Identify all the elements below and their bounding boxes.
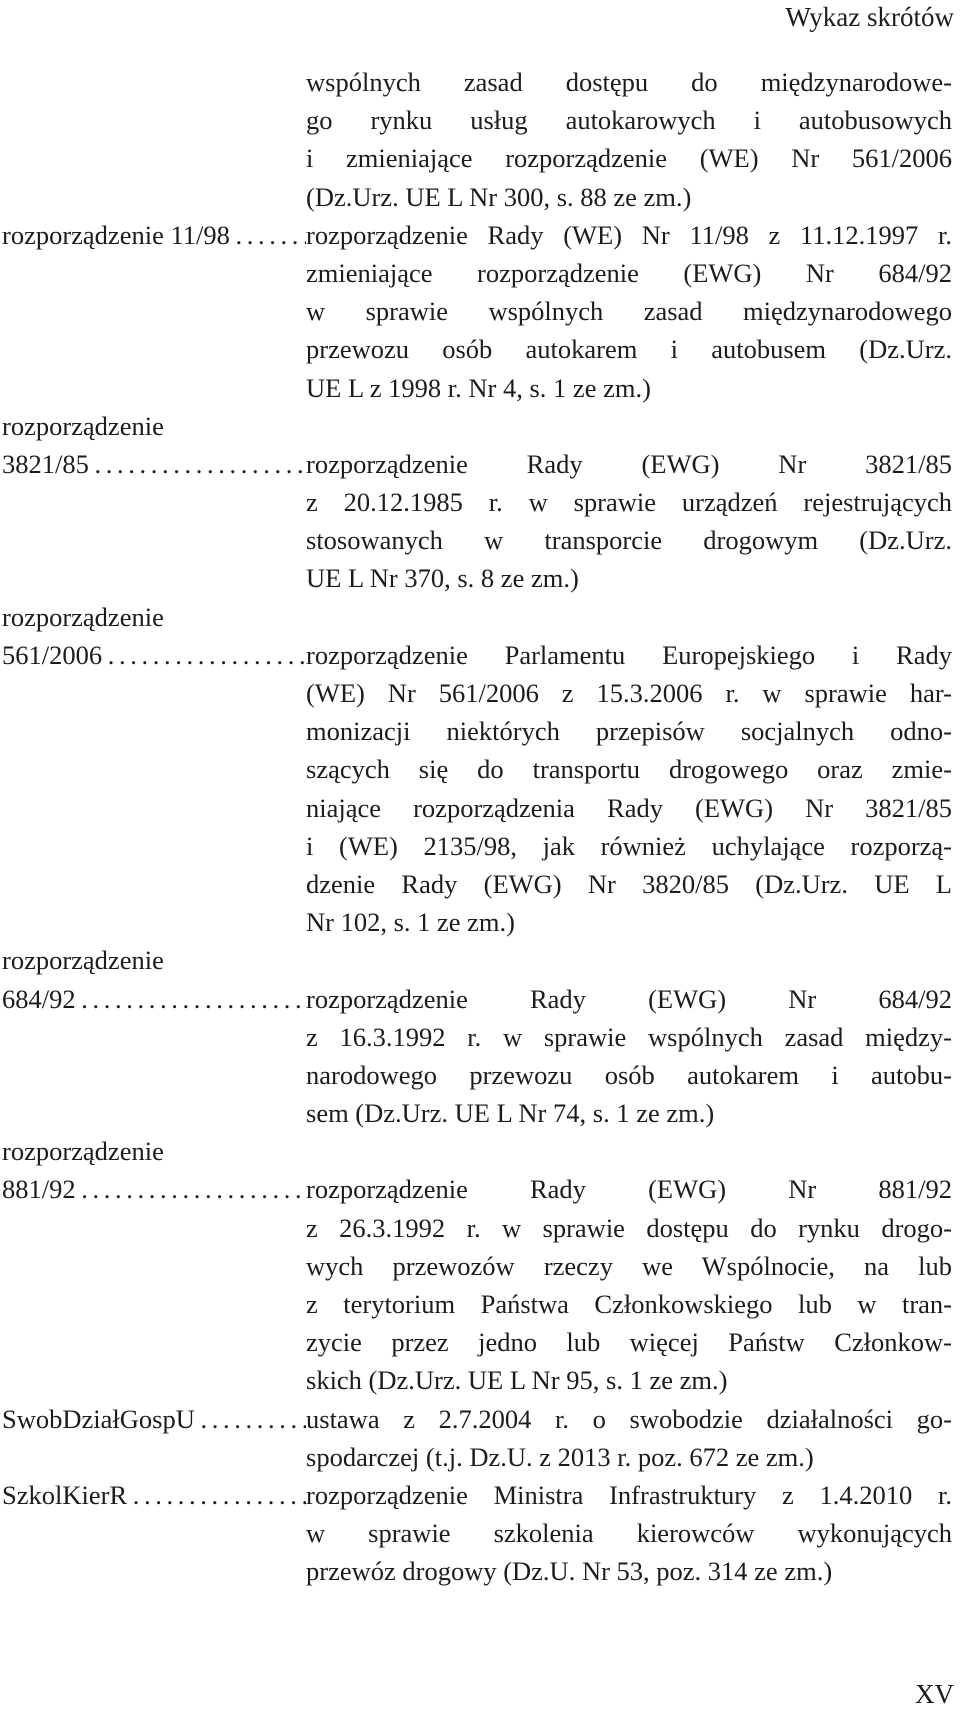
abbreviation-term xyxy=(0,1476,306,1591)
definition-line: spodarczej (t.j. Dz.U. z 2013 r. poz. 672 ze zm.) xyxy=(306,1441,814,1472)
term-line: rozporządzenie 11/98 . . . xyxy=(2,216,306,254)
term-line: 3821/85 . . . xyxy=(2,445,306,483)
abbreviation-term xyxy=(0,941,306,1132)
term-line: rozporządzenie xyxy=(2,601,164,632)
definition-line: i zmieniające rozporządzenie (WE) Nr 561/2006 xyxy=(306,143,952,174)
abbreviation-definition xyxy=(306,1476,960,1591)
term-line: rozporządzenie xyxy=(2,1136,164,1167)
definition-line: rozporządzenie Rady (EWG) Nr 3821/85 xyxy=(306,448,952,479)
definition-line: przewóz drogowy (Dz.U. Nr 53, poz. 314 ze zm.) xyxy=(306,1556,833,1587)
definition-line: rozporządzenie Ministra Infrastruktury z 1.4.2010 r. xyxy=(306,1479,952,1510)
definition-line: z 16.3.1992 r. w sprawie wspólnych zasad między- xyxy=(306,1021,952,1052)
definition-line: stosowanych w transporcie drogowym (Dz.Urz. xyxy=(306,525,952,556)
abbreviation-entry xyxy=(0,407,960,598)
definition-line: (WE) Nr 561/2006 z 15.3.2006 r. w sprawie har- xyxy=(306,678,952,708)
abbreviation-term xyxy=(0,1400,306,1476)
term-line: rozporządzenie xyxy=(2,410,164,441)
definition-line: w sprawie szkolenia kierowców wykonujących xyxy=(306,1518,952,1549)
definition-line: Nr 102, s. 1 ze zm.) xyxy=(306,907,515,938)
definition-line: zmieniające rozporządzenie (EWG) Nr 684/92 xyxy=(306,257,952,288)
abbreviation-entry xyxy=(0,941,960,1132)
definition-line: sem (Dz.Urz. UE L Nr 74, s. 1 ze zm.) xyxy=(306,1098,715,1129)
definition-line: dzenie Rady (EWG) Nr 3820/85 (Dz.Urz. UE L xyxy=(306,868,952,899)
term-line: SzkolKierR . . . xyxy=(2,1476,306,1514)
term-line: 561/2006 . . . xyxy=(2,636,306,674)
term-line: 684/92 . . . xyxy=(2,980,306,1018)
abbreviation-entry xyxy=(0,216,960,407)
definition-line: rozporządzenie Rady (EWG) Nr 684/92 xyxy=(306,983,952,1014)
running-header: Wykaz skrótów xyxy=(785,2,954,32)
definition-line: zycie przez jedno lub więcej Państw Członkow- xyxy=(306,1327,952,1358)
term-line: rozporządzenie xyxy=(2,945,164,976)
abbreviation-entry xyxy=(0,1476,960,1591)
definition-line: monizacji niektórych przepisów socjalnych odno- xyxy=(306,716,952,747)
definition-line: rozporządzenie Rady (EWG) Nr 881/92 xyxy=(306,1174,952,1205)
definition-line: skich (Dz.Urz. UE L Nr 95, s. 1 ze zm.) xyxy=(306,1365,728,1396)
page-number: XV xyxy=(915,1679,954,1709)
definition-line: UE L z 1998 r. Nr 4, s. 1 ze zm.) xyxy=(306,372,651,403)
abbreviation-term xyxy=(0,407,306,598)
abbreviation-definition xyxy=(306,216,960,407)
definition-line: wych przewozów rzeczy we Wspólnocie, na lub xyxy=(306,1250,952,1281)
definition-line: z 26.3.1992 r. w sprawie dostępu do rynku drogo- xyxy=(306,1212,952,1243)
definition-line: narodowego przewozu osób autokarem i autobu- xyxy=(306,1059,952,1090)
abbreviation-entry xyxy=(0,1132,960,1399)
definition-line: w sprawie wspólnych zasad międzynarodowego xyxy=(306,296,952,327)
abbreviation-entry xyxy=(0,1400,960,1476)
abbreviation-list xyxy=(0,63,960,1591)
definition-line: go rynku usług autokarowych i autobusowych xyxy=(306,105,952,136)
definition-line: rozporządzenie Rady (WE) Nr 11/98 z 11.12.1997 r. xyxy=(306,219,952,250)
definition-line: ustawa z 2.7.2004 r. o swobodzie działalności go- xyxy=(306,1403,952,1434)
definition-line: wspólnych zasad dostępu do międzynarodowe- xyxy=(306,67,952,97)
definition-line: niające rozporządzenia Rady (EWG) Nr 3821/85 xyxy=(306,792,952,823)
abbreviation-definition xyxy=(306,941,960,1132)
definition-line: szących się do transportu drogowego oraz zmie- xyxy=(306,754,952,785)
abbreviation-definition xyxy=(306,1132,960,1399)
abbreviation-definition xyxy=(306,407,960,598)
definition-line: przewozu osób autokarem i autobusem (Dz.Urz. xyxy=(306,334,952,365)
abbreviation-term xyxy=(0,216,306,407)
definition-line: i (WE) 2135/98, jak również uchylające rozporzą- xyxy=(306,830,952,861)
definition-line: z terytorium Państwa Członkowskiego lub w tran- xyxy=(306,1289,952,1319)
definition-line: rozporządzenie Parlamentu Europejskiego i Rady xyxy=(306,639,952,670)
definition-line: UE L Nr 370, s. 8 ze zm.) xyxy=(306,563,579,594)
definition-line: z 20.12.1985 r. w sprawie urządzeń rejestrujących xyxy=(306,487,952,518)
abbreviation-definition xyxy=(306,63,960,216)
term-line: 881/92 . . . xyxy=(2,1170,306,1208)
term-line: SwobDziałGospU . . . xyxy=(2,1400,306,1438)
abbreviation-term xyxy=(0,63,306,216)
abbreviation-term xyxy=(0,598,306,942)
abbreviation-definition xyxy=(306,598,960,942)
abbreviation-entry xyxy=(0,63,960,216)
definition-line: (Dz.Urz. UE L Nr 300, s. 88 ze zm.) xyxy=(306,181,692,212)
abbreviation-entry xyxy=(0,598,960,942)
abbreviation-term xyxy=(0,1132,306,1399)
abbreviation-definition xyxy=(306,1400,960,1476)
